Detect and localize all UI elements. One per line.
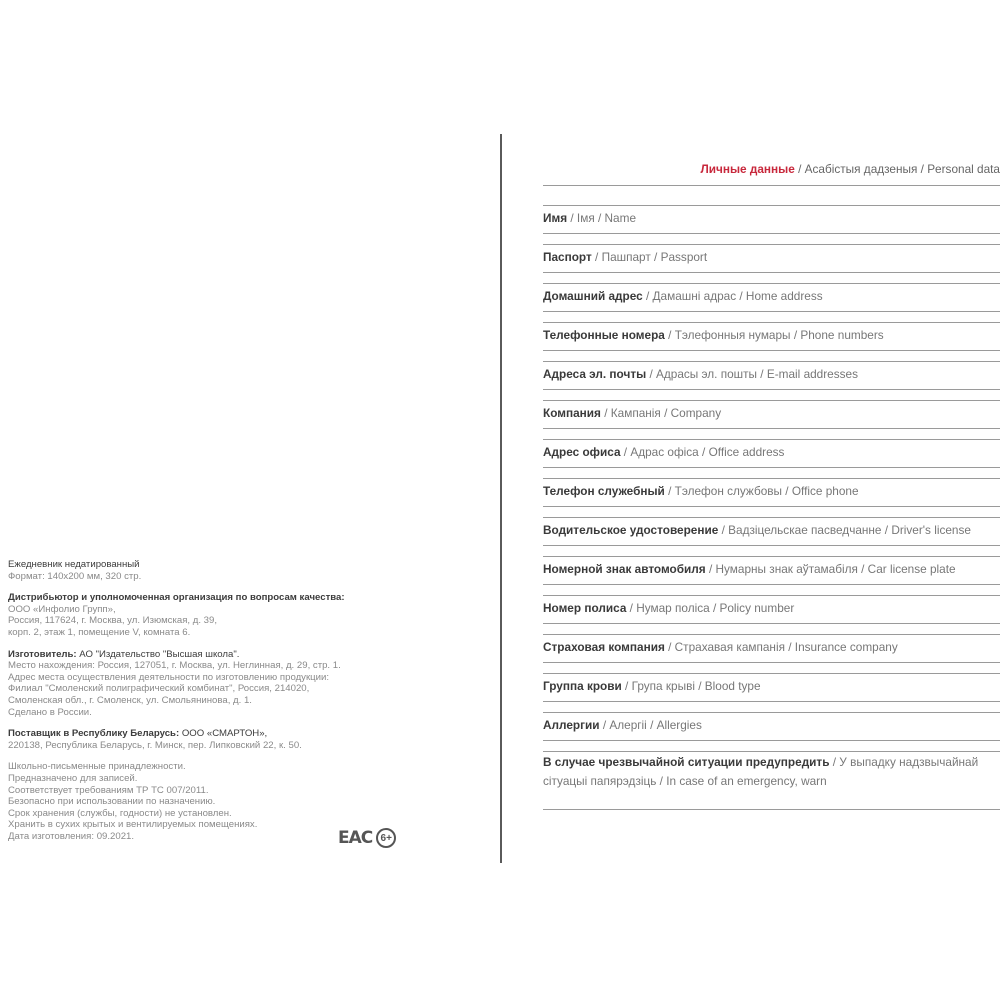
- emergency-label-continued: сітуацыі папярэдзіць / In case of an emergency, warn: [543, 774, 827, 788]
- manufacturer-value: АО "Издательство "Высшая школа".: [76, 648, 240, 660]
- emergency-write-line[interactable]: [543, 809, 1000, 810]
- field-rule: [543, 634, 1000, 635]
- field-label-ru: Домашний адрес: [543, 289, 643, 303]
- field-rule: [543, 283, 1000, 284]
- field-label: [543, 406, 721, 420]
- manufacturer-label: Изготовитель:: [8, 648, 77, 660]
- manufacturer-line: Смоленская обл., г. Смоленск, ул. Смольянинова, д. 1.: [8, 694, 252, 706]
- emergency-label-ru: В случае чрезвычайной ситуации предупредить: [543, 755, 830, 769]
- field-write-line[interactable]: [543, 428, 1000, 429]
- field-write-line[interactable]: [543, 506, 1000, 507]
- field-rule: [543, 361, 1000, 362]
- product-info: [8, 559, 368, 582]
- field-rule: [543, 595, 1000, 596]
- manufacturer-line: Сделано в России.: [8, 706, 92, 718]
- product-notes: [8, 761, 368, 842]
- field-write-line[interactable]: [543, 623, 1000, 624]
- page-title-ru: Личные данные: [700, 162, 795, 176]
- field-write-line[interactable]: [543, 233, 1000, 234]
- field-label-translations: / Страхавая кампанія / Insurance company: [664, 640, 898, 654]
- belarus-supplier-header: [8, 728, 368, 740]
- field-rule: [543, 517, 1000, 518]
- field-rule: [543, 322, 1000, 323]
- field-label-ru: Номерной знак автомобиля: [543, 562, 706, 576]
- field-label: [543, 328, 884, 342]
- manufacturer-line: Филиал "Смоленский полиграфический комбинат", Россия, 214020,: [8, 683, 310, 695]
- field-write-line[interactable]: [543, 740, 1000, 741]
- field-label-ru: Телефон служебный: [543, 484, 665, 498]
- note-line: Дата изготовления: 09.2021.: [8, 830, 135, 842]
- field-write-line[interactable]: [543, 272, 1000, 273]
- field-label-translations: / Алергіі / Allergies: [599, 718, 702, 732]
- field-label-translations: / Вадзіцельскае пасведчанне / Driver's license: [718, 523, 971, 537]
- note-line: Безопасно при использовании по назначению.: [8, 796, 216, 808]
- emergency-label: [543, 755, 978, 769]
- product-format: Формат: 140х200 мм, 320 стр.: [8, 570, 142, 582]
- belarus-supplier-label: Поставщик в Республику Беларусь:: [8, 728, 180, 740]
- field-label-translations: / Група крыві / Blood type: [621, 679, 761, 693]
- field-rule: [543, 400, 1000, 401]
- belarus-supplier-info: [8, 728, 368, 751]
- field-label: [543, 484, 859, 498]
- distributor-line: ООО «Инфолио Групп»,: [8, 603, 116, 615]
- field-label: [543, 523, 971, 537]
- page-binding-divider: [500, 134, 502, 863]
- note-line: Срок хранения (службы, годности) не установлен.: [8, 807, 232, 819]
- field-rule: [543, 244, 1000, 245]
- field-label-ru: Имя: [543, 211, 568, 225]
- field-label-ru: Адрес офиса: [543, 445, 621, 459]
- eac-mark-icon: ЕАС: [338, 828, 373, 848]
- belarus-supplier-value: ООО «СМАРТОН»,: [179, 728, 268, 740]
- field-label: [543, 289, 823, 303]
- heading-rule: [543, 185, 1000, 186]
- field-label: [543, 250, 707, 264]
- field-label-ru: Страховая компания: [543, 640, 665, 654]
- field-label-translations: / Тэлефон службовы / Office phone: [664, 484, 859, 498]
- distributor-info: [8, 592, 368, 638]
- emergency-label-rest: / У выпадку надзвычайнай: [829, 755, 979, 769]
- field-rule: [543, 439, 1000, 440]
- age-rating-icon: 6+: [376, 828, 396, 848]
- field-label: [543, 679, 761, 693]
- field-label-translations: / Кампанія / Company: [600, 406, 722, 420]
- note-line: Хранить в сухих крытых и вентилируемых помещениях.: [8, 819, 258, 831]
- field-rule: [543, 712, 1000, 713]
- field-label-translations: / Нумар поліса / Policy number: [626, 601, 795, 615]
- manufacturer-line: Адрес места осуществления деятельности по изготовлению продукции:: [8, 671, 330, 683]
- distributor-line: корп. 2, этаж 1, помещение V, комната 6.: [8, 626, 191, 638]
- field-rule: [543, 478, 1000, 479]
- field-label-ru: Номер полиса: [543, 601, 627, 615]
- field-rule: [543, 673, 1000, 674]
- field-label-translations: / Нумарны знак аўтамабіля / Car license plate: [705, 562, 956, 576]
- distributor-line: Россия, 117624, г. Москва, ул. Изюмская, д. 39,: [8, 615, 217, 627]
- note-line: Соответствует требованиям ТР ТС 007/2011.: [8, 784, 209, 796]
- field-label: [543, 367, 858, 381]
- field-label-ru: Компания: [543, 406, 601, 420]
- field-write-line[interactable]: [543, 467, 1000, 468]
- field-label-translations: / Тэлефонныя нумары / Phone numbers: [664, 328, 884, 342]
- field-write-line[interactable]: [543, 701, 1000, 702]
- product-title: Ежедневник недатированный: [8, 559, 140, 570]
- field-label-ru: Паспорт: [543, 250, 592, 264]
- field-rule: [543, 556, 1000, 557]
- emergency-rule: [543, 751, 1000, 752]
- field-write-line[interactable]: [543, 311, 1000, 312]
- note-line: Предназначено для записей.: [8, 772, 138, 784]
- field-label-ru: Группа крови: [543, 679, 622, 693]
- field-label-translations: / Пашпарт / Passport: [591, 250, 708, 264]
- field-write-line[interactable]: [543, 584, 1000, 585]
- manufacturer-header: [8, 649, 368, 661]
- field-label-translations: / Адрас офіса / Office address: [620, 445, 785, 459]
- field-label-translations: / Адрасы эл. пошты / E-mail addresses: [646, 367, 858, 381]
- field-label-translations: / Імя / Name: [567, 211, 637, 225]
- field-write-line[interactable]: [543, 350, 1000, 351]
- field-label: [543, 640, 898, 654]
- field-write-line[interactable]: [543, 545, 1000, 546]
- manufacturer-info: [8, 649, 368, 719]
- imprint-block: [8, 559, 368, 842]
- field-rule: [543, 205, 1000, 206]
- field-label: [543, 718, 702, 732]
- field-label-ru: Телефонные номера: [543, 328, 665, 342]
- field-label: [543, 562, 956, 576]
- distributor-heading: Дистрибьютор и уполномоченная организация по вопросам качества:: [8, 592, 345, 604]
- field-label-ru: Адреса эл. почты: [543, 367, 647, 381]
- belarus-supplier-line: 220138, Республика Беларусь, г. Минск, пер. Липковский 22, к. 50.: [8, 739, 302, 751]
- field-write-line[interactable]: [543, 389, 1000, 390]
- field-label-ru: Аллергии: [543, 718, 600, 732]
- field-label-ru: Водительское удостоверение: [543, 523, 719, 537]
- certification-marks: [338, 828, 396, 848]
- note-line: Школьно-письменные принадлежности.: [8, 761, 186, 773]
- field-label: [543, 445, 784, 459]
- manufacturer-line: Место нахождения: Россия, 127051, г. Москва, ул. Неглинная, д. 29, стр. 1.: [8, 660, 341, 672]
- page-title: [543, 162, 1000, 176]
- page-title-translations: / Асабістыя дадзеныя / Personal data: [794, 162, 1000, 176]
- field-label: [543, 601, 794, 615]
- field-write-line[interactable]: [543, 662, 1000, 663]
- field-label: [543, 211, 636, 225]
- field-label-translations: / Дамашні адрас / Home address: [642, 289, 823, 303]
